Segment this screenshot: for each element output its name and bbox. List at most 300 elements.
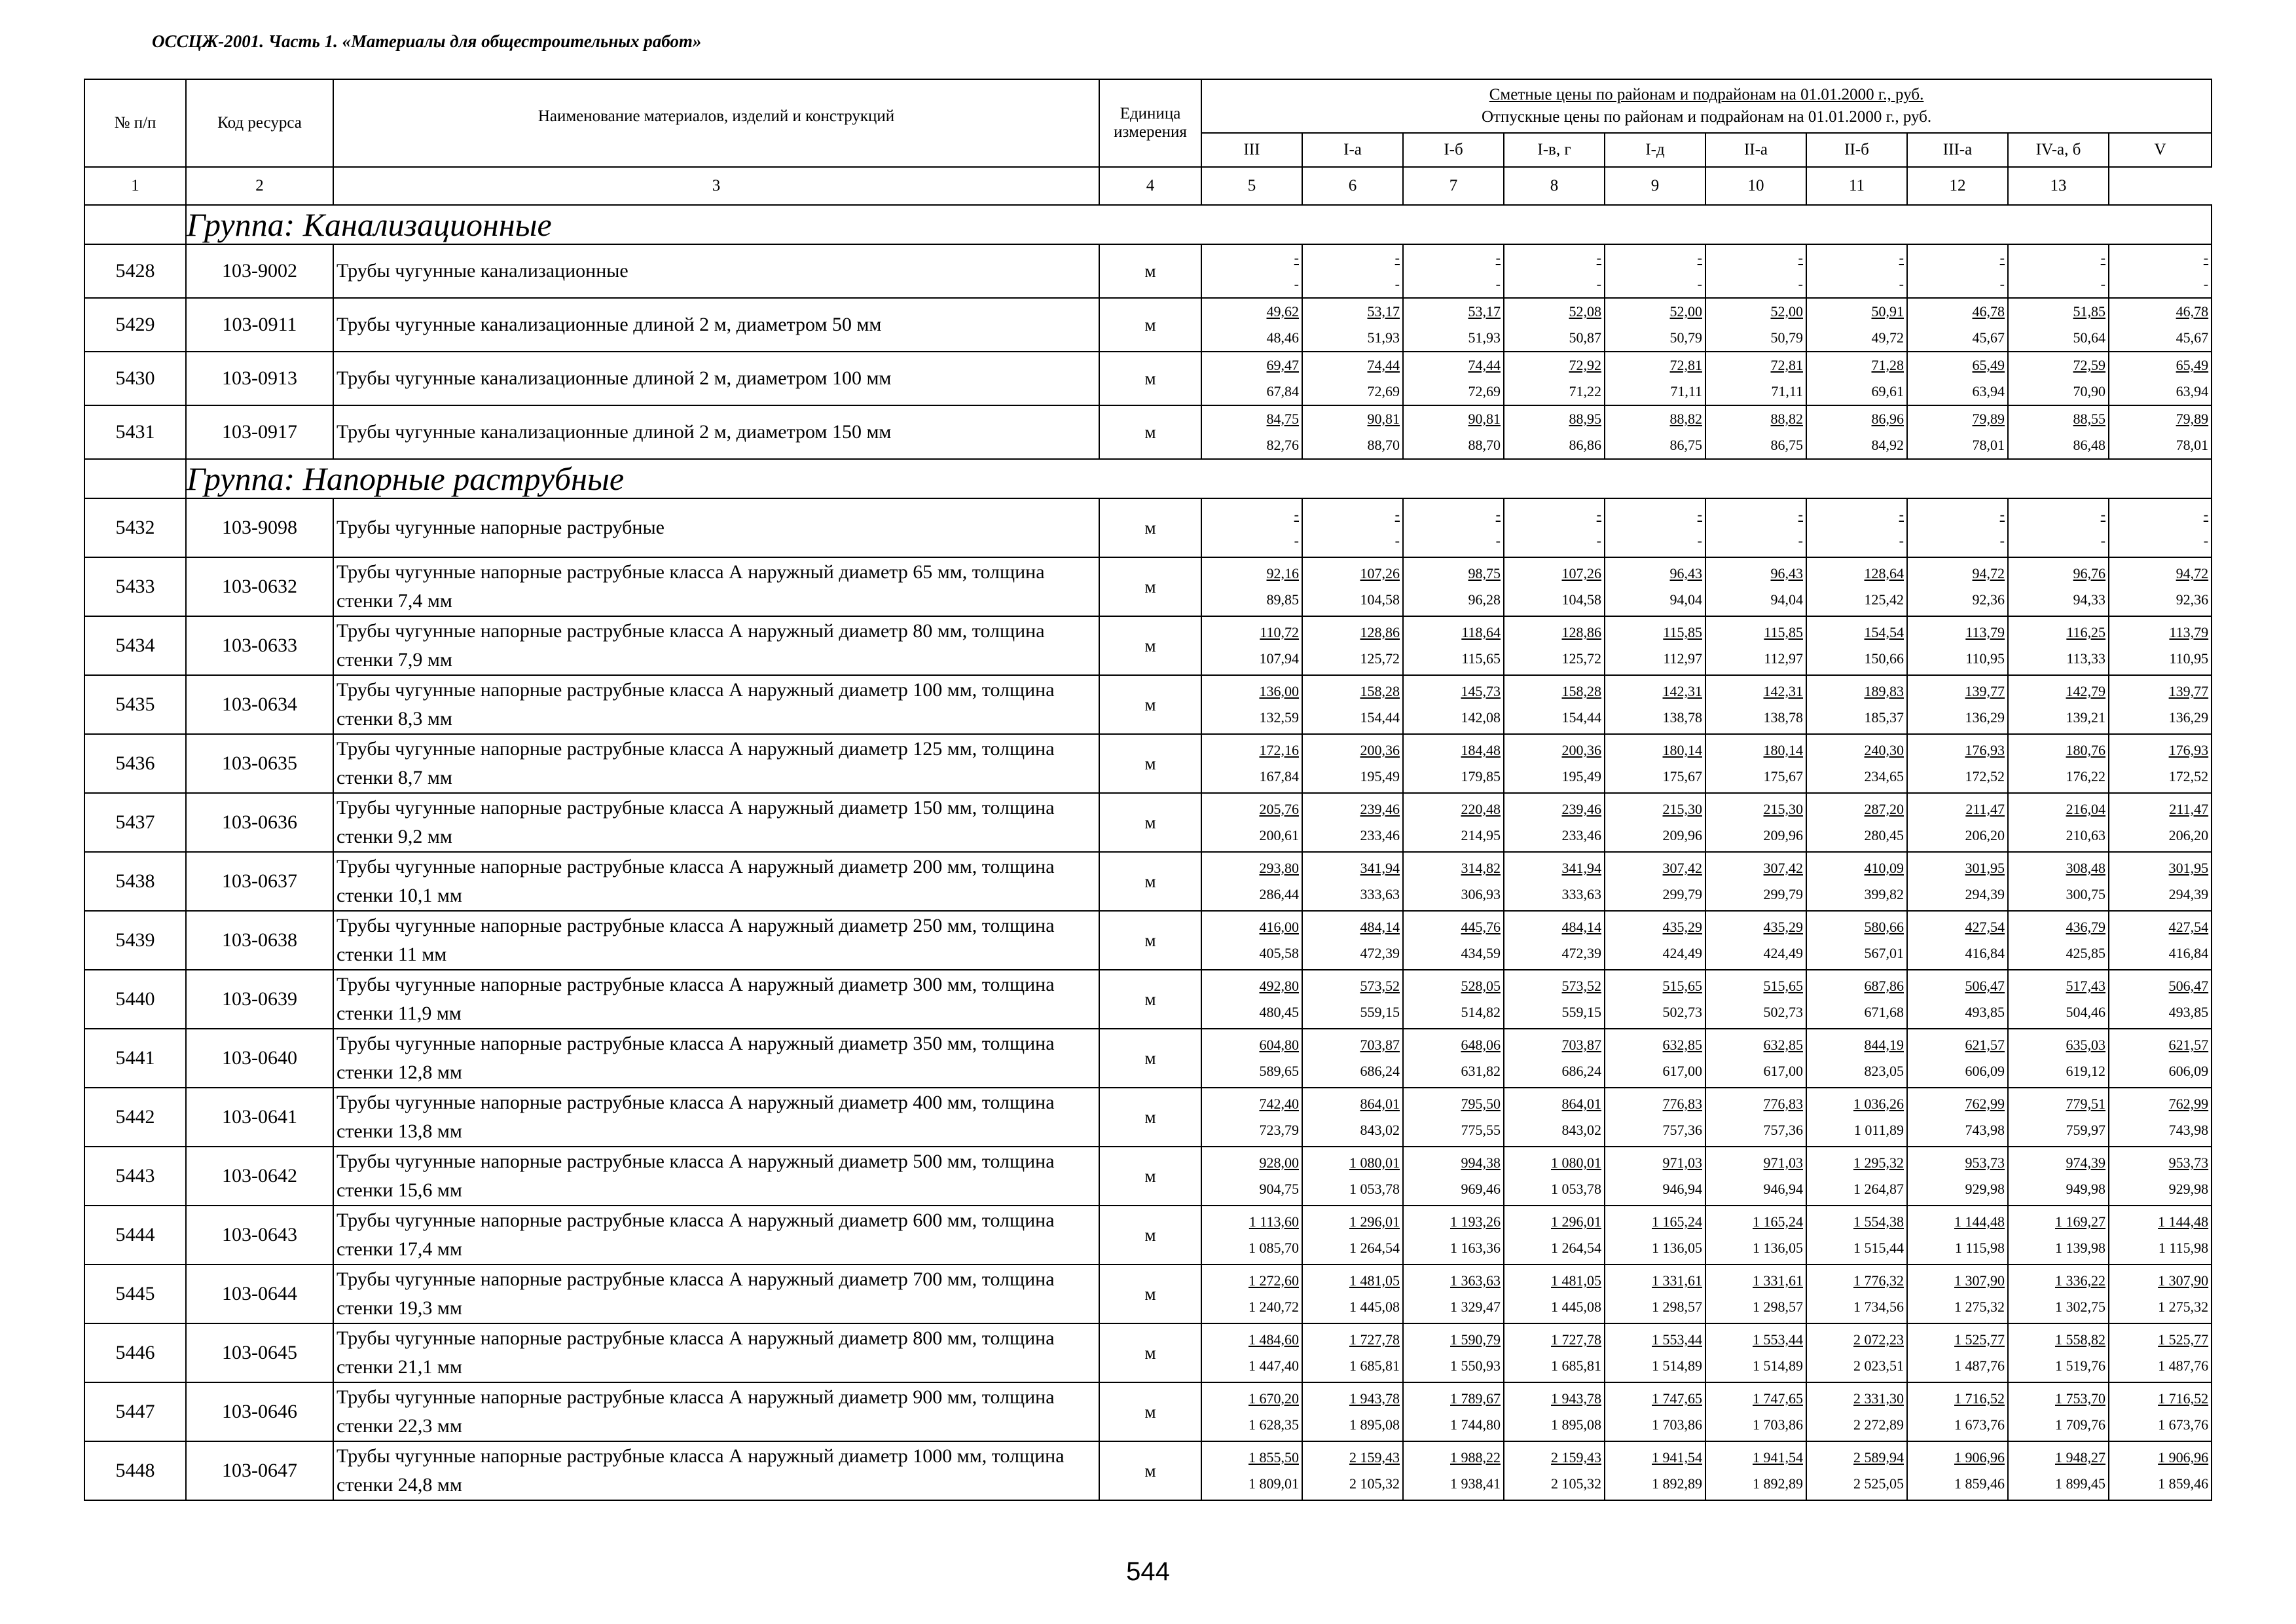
- estimated-price: 573,52: [1561, 978, 1601, 994]
- price-cell: [1201, 352, 1302, 405]
- estimated-price: 107,26: [1561, 565, 1601, 581]
- price-cell: [1504, 1382, 1605, 1441]
- wholesale-price: 1 859,46: [2158, 1475, 2209, 1492]
- price-cell: [1403, 298, 1504, 352]
- wholesale-price: 1 514,89: [1652, 1357, 1702, 1374]
- wholesale-price: 405,58: [1259, 945, 1299, 961]
- price-cell: [1504, 244, 1605, 298]
- wholesale-price: 125,42: [1864, 591, 1904, 608]
- price-cell: [1806, 1441, 1907, 1500]
- estimated-price: -: [1495, 249, 1501, 266]
- wholesale-price: -: [1394, 276, 1400, 292]
- price-cell: [1907, 352, 2008, 405]
- price-cell: [1907, 793, 2008, 852]
- estimated-price: 632,85: [1763, 1037, 1803, 1053]
- price-cell: [1907, 1323, 2008, 1382]
- wholesale-price: -: [1899, 532, 1904, 549]
- wholesale-price: 619,12: [2066, 1063, 2105, 1079]
- table-row: [84, 352, 2212, 405]
- price-cell: [1504, 1441, 1605, 1500]
- estimated-price: -: [1798, 249, 1803, 266]
- unit: м: [1099, 675, 1201, 734]
- estimated-price: -: [1798, 506, 1803, 523]
- estimated-price: 844,19: [1864, 1037, 1904, 1053]
- wholesale-price: -: [1294, 276, 1299, 292]
- price-cell: [1302, 793, 1403, 852]
- column-index: 2: [186, 167, 333, 205]
- estimated-price: 427,54: [1965, 919, 2005, 935]
- wholesale-price: 1 163,36: [1450, 1240, 1501, 1256]
- estimated-price: 1 363,63: [1450, 1272, 1501, 1289]
- estimated-price: 116,25: [2066, 624, 2105, 640]
- estimated-price: 115,85: [1663, 624, 1702, 640]
- wholesale-price: 1 809,01: [1248, 1475, 1299, 1492]
- estimated-price: 1 941,54: [1753, 1449, 1803, 1466]
- wholesale-price: 294,39: [1965, 886, 2005, 902]
- wholesale-price: 1 298,57: [1753, 1299, 1803, 1315]
- estimated-price: 1 080,01: [1551, 1154, 1601, 1171]
- estimated-price: -: [2100, 249, 2105, 266]
- price-cell: [1806, 405, 1907, 459]
- estimated-price: 1 943,78: [1551, 1390, 1601, 1407]
- estimated-price: 506,47: [2168, 978, 2209, 994]
- table-row: [84, 1206, 2212, 1264]
- estimated-price: 1 776,32: [1853, 1272, 1904, 1289]
- wholesale-price: 480,45: [1259, 1004, 1299, 1020]
- price-cell: [1504, 852, 1605, 911]
- estimated-price: 953,73: [2168, 1154, 2209, 1171]
- price-cell: [1705, 1264, 1806, 1323]
- estimated-price: 436,79: [2066, 919, 2105, 935]
- price-cell: [1705, 734, 1806, 793]
- price-cell: [1907, 1264, 2008, 1323]
- price-cell: [1806, 557, 1907, 616]
- wholesale-price: 50,64: [2073, 329, 2105, 346]
- region-header: I-в, г: [1504, 133, 1605, 167]
- estimated-price: 96,43: [1770, 565, 1803, 581]
- material-name: Трубы чугунные напорные раструбные класса А наружный диаметр 1000 мм, толщина стенки 24,8 мм: [333, 1441, 1099, 1500]
- price-cell: [2109, 793, 2212, 852]
- wholesale-price: 617,00: [1662, 1063, 1702, 1079]
- table-row: [84, 1382, 2212, 1441]
- price-cell: [1806, 793, 1907, 852]
- unit: м: [1099, 970, 1201, 1029]
- price-cell: [1705, 1323, 1806, 1382]
- wholesale-price: 1 895,08: [1349, 1416, 1400, 1433]
- estimated-price: 1 165,24: [1753, 1213, 1803, 1230]
- estimated-price: 239,46: [1561, 801, 1601, 817]
- row-number: 5437: [84, 793, 186, 852]
- estimated-price: -: [1294, 506, 1299, 523]
- wholesale-price: 299,79: [1763, 886, 1803, 902]
- wholesale-price: 904,75: [1259, 1181, 1299, 1197]
- price-cell: [1201, 557, 1302, 616]
- estimated-price: 410,09: [1864, 860, 1904, 876]
- unit: м: [1099, 1029, 1201, 1088]
- column-index: 3: [333, 167, 1099, 205]
- wholesale-price: 136,29: [2168, 709, 2209, 726]
- price-cell: [1201, 675, 1302, 734]
- price-cell: [2008, 675, 2109, 734]
- row-number: 5445: [84, 1264, 186, 1323]
- price-cell: [1907, 852, 2008, 911]
- price-cell: [2109, 1088, 2212, 1147]
- group-title: Группа: Канализационные: [186, 205, 2212, 244]
- price-cell: [1705, 352, 1806, 405]
- estimated-price: 96,76: [2073, 565, 2105, 581]
- wholesale-price: 94,04: [1770, 591, 1803, 608]
- wholesale-price: 424,49: [1763, 945, 1803, 961]
- estimated-price: 240,30: [1864, 742, 1904, 758]
- estimated-price: 1 553,44: [1753, 1331, 1803, 1348]
- wholesale-price: 514,82: [1461, 1004, 1501, 1020]
- row-number: 5431: [84, 405, 186, 459]
- estimated-price: 341,94: [1561, 860, 1601, 876]
- estimated-price: 142,31: [1763, 683, 1803, 699]
- wholesale-price: 416,84: [2168, 945, 2209, 961]
- material-name: Трубы чугунные напорные раструбные класса А наружный диаметр 400 мм, толщина стенки 13,8 мм: [333, 1088, 1099, 1147]
- estimated-price: 1 080,01: [1349, 1154, 1400, 1171]
- price-cell: [1907, 734, 2008, 793]
- price-cell: [2109, 616, 2212, 675]
- estimated-price: 604,80: [1259, 1037, 1299, 1053]
- wholesale-price: 1 136,05: [1652, 1240, 1702, 1256]
- wholesale-price: 1 519,76: [2055, 1357, 2105, 1374]
- unit: м: [1099, 1088, 1201, 1147]
- wholesale-price: 67,84: [1266, 383, 1299, 399]
- wholesale-price: 2 272,89: [1853, 1416, 1904, 1433]
- price-cell: [2109, 557, 2212, 616]
- wholesale-price: 2 023,51: [1853, 1357, 1904, 1374]
- wholesale-price: 559,15: [1360, 1004, 1400, 1020]
- price-cell: [1806, 1323, 1907, 1382]
- price-cell: [2109, 498, 2212, 557]
- estimated-price: -: [1596, 506, 1601, 523]
- estimated-price: 632,85: [1662, 1037, 1702, 1053]
- estimated-price: 864,01: [1360, 1096, 1400, 1112]
- table-row: [84, 1147, 2212, 1206]
- estimated-price: 118,64: [1461, 624, 1501, 640]
- wholesale-price: 559,15: [1561, 1004, 1601, 1020]
- price-cell: [1907, 1088, 2008, 1147]
- wholesale-price: 200,61: [1259, 827, 1299, 843]
- wholesale-price: -: [1798, 276, 1803, 292]
- wholesale-price: 1 115,98: [1954, 1240, 2005, 1256]
- wholesale-price: 686,24: [1360, 1063, 1400, 1079]
- wholesale-price: 71,11: [1670, 383, 1702, 399]
- price-cell: [1705, 1441, 1806, 1500]
- table-row: [84, 1441, 2212, 1500]
- estimated-price: -: [1394, 249, 1400, 266]
- estimated-price: 1 272,60: [1248, 1272, 1299, 1289]
- price-cell: [1504, 1206, 1605, 1264]
- estimated-price: 239,46: [1360, 801, 1400, 817]
- wholesale-price: 416,84: [1965, 945, 2005, 961]
- wholesale-price: 1 892,89: [1753, 1475, 1803, 1492]
- wholesale-price: 86,75: [1669, 437, 1702, 453]
- price-cell: [1907, 498, 2008, 557]
- group-row: [84, 459, 2212, 498]
- estimated-price: 52,00: [1669, 303, 1702, 320]
- estimated-price: 1 553,44: [1652, 1331, 1702, 1348]
- estimated-price: 1 307,90: [2158, 1272, 2209, 1289]
- price-cell: [1302, 1323, 1403, 1382]
- price-cell: [1806, 1382, 1907, 1441]
- wholesale-price: -: [1899, 276, 1904, 292]
- material-name: Трубы чугунные канализационные длиной 2 м, диаметром 50 мм: [333, 298, 1099, 352]
- price-cell: [2008, 557, 2109, 616]
- wholesale-price: 1 487,76: [1954, 1357, 2005, 1374]
- estimated-price: 88,82: [1669, 411, 1702, 427]
- estimated-price: 1 941,54: [1652, 1449, 1702, 1466]
- wholesale-price: 104,58: [1360, 591, 1400, 608]
- price-cell: [1705, 793, 1806, 852]
- wholesale-price: 63,94: [1972, 383, 2005, 399]
- price-cell: [1907, 405, 2008, 459]
- estimated-price: 1 307,90: [1954, 1272, 2005, 1289]
- wholesale-price: 949,98: [2066, 1181, 2105, 1197]
- price-cell: [2008, 793, 2109, 852]
- wholesale-price: 333,63: [1360, 886, 1400, 902]
- price-cell: [1806, 1088, 1907, 1147]
- price-cell: [1907, 1029, 2008, 1088]
- resource-code: 103-0643: [186, 1206, 333, 1264]
- row-number: 5444: [84, 1206, 186, 1264]
- price-cell: [1705, 244, 1806, 298]
- estimated-price: 703,87: [1360, 1037, 1400, 1053]
- wholesale-price: 71,22: [1569, 383, 1601, 399]
- price-cell: [1403, 970, 1504, 1029]
- price-cell: [1302, 405, 1403, 459]
- price-cell: [1907, 1147, 2008, 1206]
- estimated-price: 1 906,96: [2158, 1449, 2209, 1466]
- wholesale-price: 929,98: [1965, 1181, 2005, 1197]
- table-row: [84, 1088, 2212, 1147]
- price-cell: [1302, 498, 1403, 557]
- wholesale-price: 299,79: [1662, 886, 1702, 902]
- estimated-price: 115,85: [1764, 624, 1803, 640]
- column-index: 7: [1403, 167, 1504, 205]
- region-header: IV-а, б: [2008, 133, 2109, 167]
- price-cell: [1705, 298, 1806, 352]
- unit: м: [1099, 498, 1201, 557]
- estimated-price: -: [1596, 249, 1601, 266]
- estimated-price: 90,81: [1468, 411, 1501, 427]
- price-cell: [1403, 1323, 1504, 1382]
- wholesale-price: 617,00: [1763, 1063, 1803, 1079]
- price-cell: [1201, 911, 1302, 970]
- price-cell: [1201, 405, 1302, 459]
- row-number: 5436: [84, 734, 186, 793]
- wholesale-price: 71,11: [1771, 383, 1803, 399]
- unit: м: [1099, 298, 1201, 352]
- estimated-price: 314,82: [1461, 860, 1501, 876]
- estimated-price: 776,83: [1763, 1096, 1803, 1112]
- price-cell: [1302, 616, 1403, 675]
- estimated-price: 1 747,65: [1753, 1390, 1803, 1407]
- estimated-price: 52,00: [1770, 303, 1803, 320]
- material-name: Трубы чугунные напорные раструбные класса А наружный диаметр 350 мм, толщина стенки 12,8 мм: [333, 1029, 1099, 1088]
- wholesale-price: 185,37: [1864, 709, 1904, 726]
- price-cell: [1806, 1206, 1907, 1264]
- table-row: [84, 793, 2212, 852]
- estimated-price: 1 554,38: [1853, 1213, 1904, 1230]
- price-cell: [1504, 1264, 1605, 1323]
- resource-code: 103-0644: [186, 1264, 333, 1323]
- wholesale-price: 502,73: [1662, 1004, 1702, 1020]
- estimated-price: 1 144,48: [1954, 1213, 2005, 1230]
- wholesale-price: 1 744,80: [1450, 1416, 1501, 1433]
- estimated-price: -: [1697, 506, 1702, 523]
- wholesale-price: 2 525,05: [1853, 1475, 1904, 1492]
- estimated-price: 1 789,67: [1450, 1390, 1501, 1407]
- estimated-price: 72,81: [1669, 357, 1702, 373]
- price-cell: [1605, 298, 1705, 352]
- table-row: [84, 675, 2212, 734]
- unit: м: [1099, 1206, 1201, 1264]
- resource-code: 103-0634: [186, 675, 333, 734]
- region-header: I-д: [1605, 133, 1705, 167]
- price-cell: [1403, 911, 1504, 970]
- estimated-price: -: [1999, 506, 2005, 523]
- price-cell: [1201, 498, 1302, 557]
- price-cell: [1504, 911, 1605, 970]
- wholesale-price: 209,96: [1662, 827, 1702, 843]
- price-cell: [2008, 852, 2109, 911]
- estimated-price: 1 165,24: [1652, 1213, 1702, 1230]
- wholesale-price: 1 673,76: [1954, 1416, 2005, 1433]
- price-cell: [2008, 1441, 2109, 1500]
- price-cell: [1403, 1029, 1504, 1088]
- estimated-price: 180,76: [2066, 742, 2105, 758]
- col-prices-header: [1201, 79, 2212, 133]
- price-cell: [1907, 970, 2008, 1029]
- estimated-price: 971,03: [1662, 1154, 1702, 1171]
- column-index: 11: [1806, 167, 1907, 205]
- resource-code: 103-0639: [186, 970, 333, 1029]
- estimated-price: 635,03: [2066, 1037, 2105, 1053]
- resource-code: 103-0632: [186, 557, 333, 616]
- price-cell: [1705, 498, 1806, 557]
- resource-code: 103-0646: [186, 1382, 333, 1441]
- wholesale-price: 1 115,98: [2158, 1240, 2209, 1256]
- price-cell: [1403, 498, 1504, 557]
- price-cell: [1201, 1382, 1302, 1441]
- estimated-price: 74,44: [1367, 357, 1400, 373]
- price-cell: [1605, 616, 1705, 675]
- estimated-price: 145,73: [1461, 683, 1501, 699]
- wholesale-price: 50,79: [1669, 329, 1702, 346]
- estimated-price: 580,66: [1864, 919, 1904, 935]
- price-cell: [1302, 352, 1403, 405]
- wholesale-price: 294,39: [2168, 886, 2209, 902]
- price-cell: [1806, 352, 1907, 405]
- estimated-price: 416,00: [1259, 919, 1299, 935]
- wholesale-price: 1 514,89: [1753, 1357, 1803, 1374]
- resource-code: 103-0642: [186, 1147, 333, 1206]
- estimated-price: 94,72: [2176, 565, 2209, 581]
- estimated-price: 703,87: [1561, 1037, 1601, 1053]
- price-cell: [1403, 1088, 1504, 1147]
- price-cell: [1302, 1264, 1403, 1323]
- estimated-price: 158,28: [1561, 683, 1601, 699]
- estimated-price: 154,54: [1864, 624, 1904, 640]
- table-row: [84, 970, 2212, 1029]
- estimated-price: 1 716,52: [1954, 1390, 2005, 1407]
- wholesale-price: 306,93: [1461, 886, 1501, 902]
- material-name: Трубы чугунные напорные раструбные класса А наружный диаметр 100 мм, толщина стенки 8,3 мм: [333, 675, 1099, 734]
- wholesale-price: 1 895,08: [1551, 1416, 1601, 1433]
- region-header: I-б: [1403, 133, 1504, 167]
- column-index: 9: [1605, 167, 1705, 205]
- wholesale-price: 589,65: [1259, 1063, 1299, 1079]
- wholesale-price: 45,67: [1972, 329, 2005, 346]
- price-cell: [1806, 298, 1907, 352]
- column-index: 4: [1099, 167, 1201, 205]
- unit: м: [1099, 852, 1201, 911]
- estimated-price: 515,65: [1763, 978, 1803, 994]
- estimated-price: 184,48: [1461, 742, 1501, 758]
- estimated-price: 128,64: [1864, 565, 1904, 581]
- estimated-price: 1 336,22: [2055, 1272, 2105, 1289]
- wholesale-price: 206,20: [1965, 827, 2005, 843]
- estimated-price: 128,86: [1360, 624, 1400, 640]
- wholesale-price: 1 085,70: [1248, 1240, 1299, 1256]
- estimated-price: 107,26: [1360, 565, 1400, 581]
- price-cell: [1907, 616, 2008, 675]
- wholesale-price: 946,94: [1662, 1181, 1702, 1197]
- estimated-price: 69,47: [1266, 357, 1299, 373]
- price-cell: [2008, 498, 2109, 557]
- wholesale-price: 86,48: [2073, 437, 2105, 453]
- wholesale-price: 1 264,54: [1551, 1240, 1601, 1256]
- row-number: 5435: [84, 675, 186, 734]
- estimated-price: 2 589,94: [1853, 1449, 1904, 1466]
- estimated-price: 1 525,77: [2158, 1331, 2209, 1348]
- estimated-price: 971,03: [1763, 1154, 1803, 1171]
- col-name-header: Наименование материалов, изделий и конструкций: [333, 79, 1099, 167]
- material-name: Трубы чугунные канализационные: [333, 244, 1099, 298]
- wholesale-price: 504,46: [2066, 1004, 2105, 1020]
- estimated-price: 53,17: [1468, 303, 1501, 320]
- price-cell: [1605, 1206, 1705, 1264]
- wholesale-price: 2 105,32: [1349, 1475, 1400, 1492]
- wholesale-price: 759,97: [2066, 1122, 2105, 1138]
- price-cell: [1806, 911, 1907, 970]
- price-cell: [1403, 616, 1504, 675]
- price-cell: [2109, 1264, 2212, 1323]
- estimated-price: 2 331,30: [1853, 1390, 1904, 1407]
- price-cell: [1201, 298, 1302, 352]
- estimated-price: 621,57: [1965, 1037, 2005, 1053]
- unit: м: [1099, 616, 1201, 675]
- wholesale-price: 606,09: [2168, 1063, 2209, 1079]
- estimated-price: 1 481,05: [1551, 1272, 1601, 1289]
- estimated-price: 139,77: [1965, 683, 2005, 699]
- col-num-header: № п/п: [84, 79, 186, 167]
- wholesale-price: 78,01: [1972, 437, 2005, 453]
- price-cell: [2008, 244, 2109, 298]
- price-cell: [1201, 1088, 1302, 1147]
- estimated-price: 762,99: [1965, 1096, 2005, 1112]
- region-header: V: [2109, 133, 2212, 167]
- document-header: ОССЦЖ-2001. Часть 1. «Материалы для общестроительных работ»: [152, 31, 702, 51]
- wholesale-price: 631,82: [1461, 1063, 1501, 1079]
- column-index: 12: [1907, 167, 2008, 205]
- wholesale-price: 154,44: [1561, 709, 1601, 726]
- material-name: Трубы чугунные канализационные длиной 2 м, диаметром 150 мм: [333, 405, 1099, 459]
- price-cell: [1504, 1088, 1605, 1147]
